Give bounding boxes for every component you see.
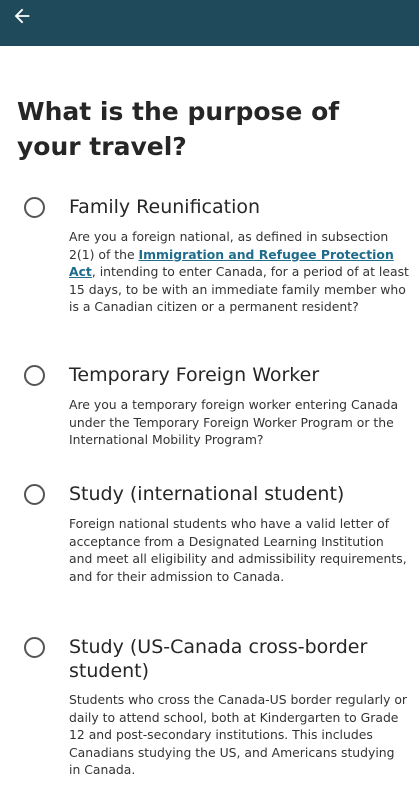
option-description: Students who cross the Canada-US border regularly or daily to attend school, both at Kindergarten to Grade 12 and post-secondary institutions. This includes Canadians studying the US, and Americans studying in Canada.: [69, 692, 408, 778]
description-text: , intending to enter Canada, for a period of at least 15 days, to be with an immediate family member who is a Canadian citizen or a permanent resident?: [69, 264, 409, 315]
page-title: What is the purpose of your travel?: [17, 97, 340, 161]
option-label: Family Reunification: [69, 196, 261, 218]
radio-button[interactable]: [24, 637, 45, 658]
option-label: Study (international student): [69, 483, 345, 505]
option-label: Temporary Foreign Worker: [69, 364, 320, 386]
option-description: [69, 228, 409, 316]
option-label: Study (US-Canada cross-border student): [69, 636, 368, 682]
app-bar: [0, 0, 419, 46]
description-text: Are you a foreign national, as defined in subsection 2(1) of the: [69, 229, 389, 262]
arrow-left-icon: [11, 5, 33, 27]
option-description: Are you a temporary foreign worker entering Canada under the Temporary Foreign Worker Program or the International Mobility Program?: [69, 397, 399, 448]
radio-button[interactable]: [24, 197, 45, 218]
option-description: Foreign national students who have a valid letter of acceptance from a Designated Learning Institution and meet all eligibility and admissibility requirements, and for their admission to Canada.: [69, 516, 407, 584]
radio-button[interactable]: [24, 484, 45, 505]
radio-button[interactable]: [24, 365, 45, 386]
irpa-link[interactable]: Immigration and Refugee Protection Act: [69, 246, 394, 280]
back-button[interactable]: [2, 0, 42, 32]
